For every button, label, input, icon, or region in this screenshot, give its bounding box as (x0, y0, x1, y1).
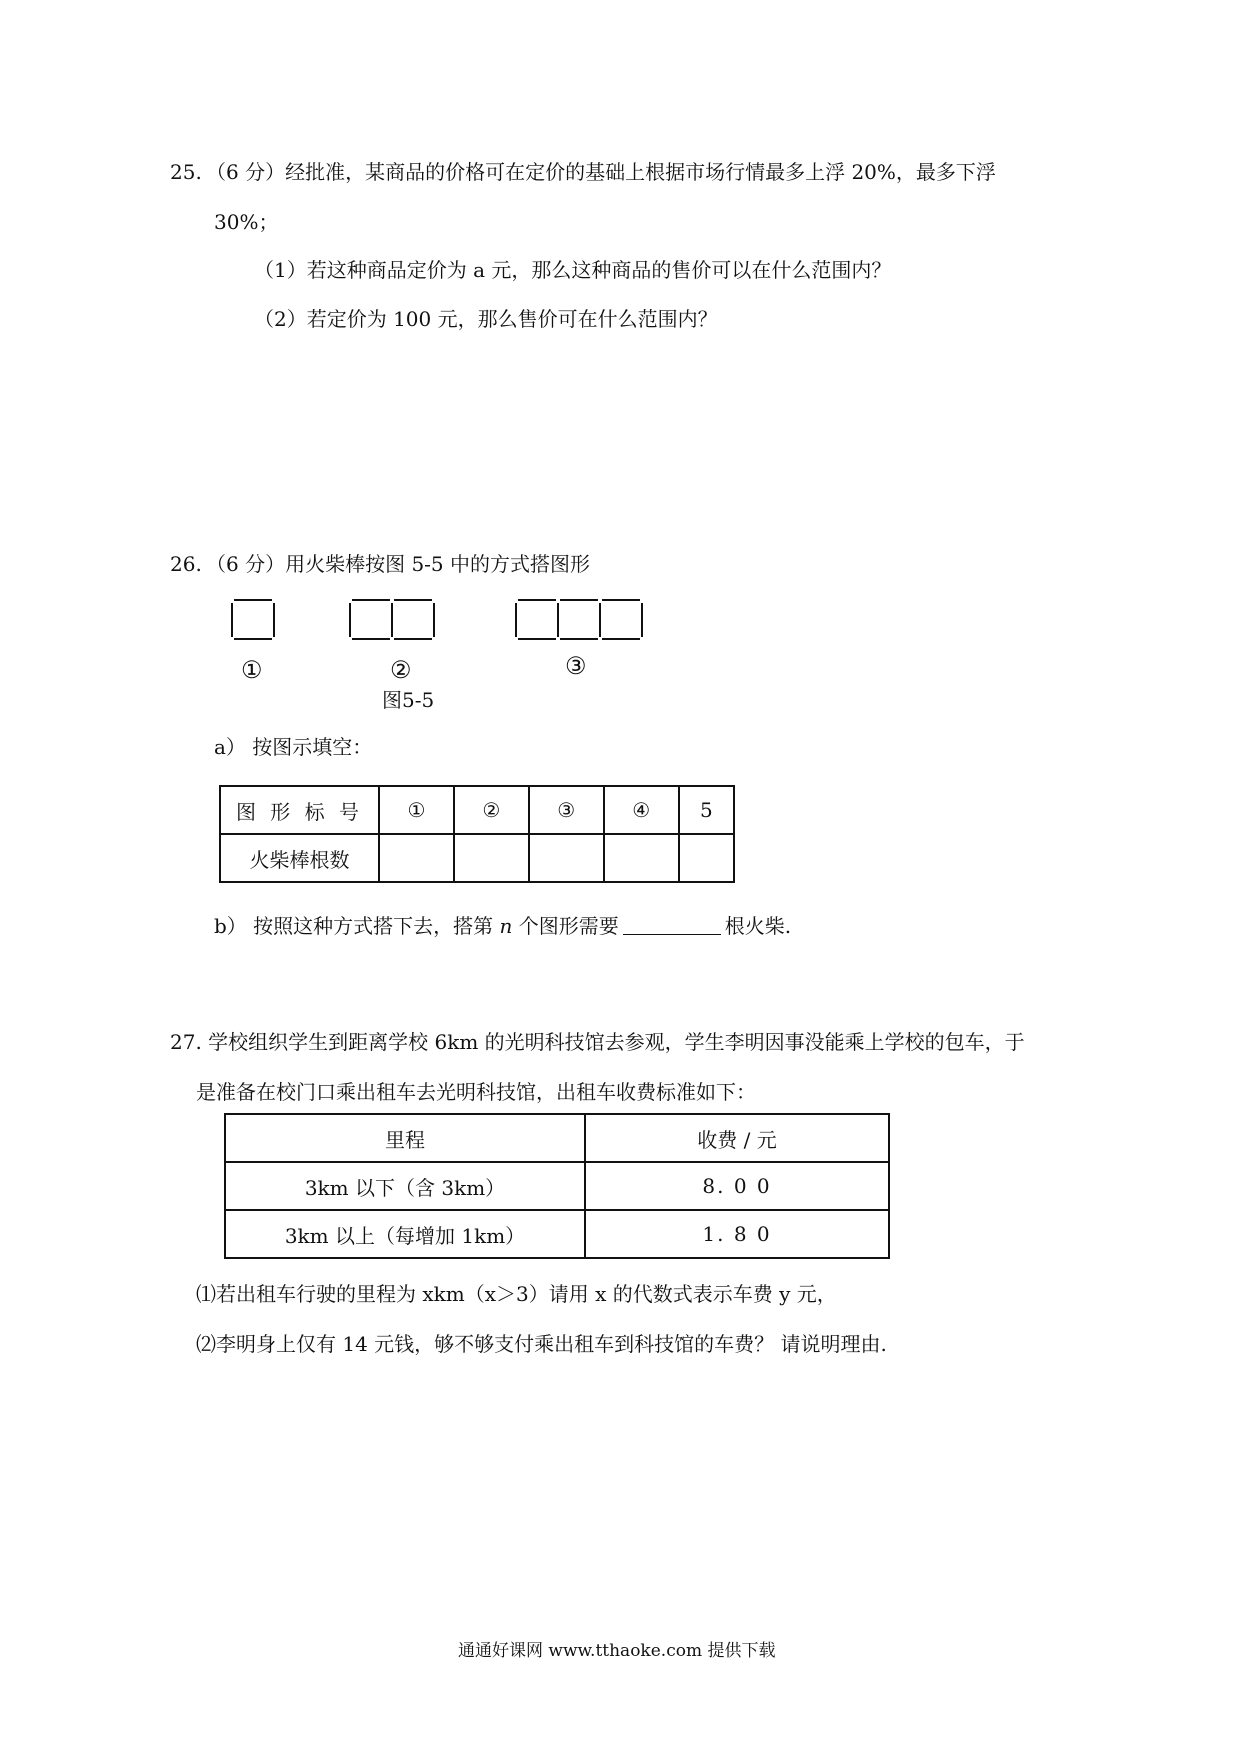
q26-part-a: a） 按图示填空： (214, 735, 373, 759)
page-footer: 通通好课网 www.tthaoke.com 提供下载 (458, 1641, 776, 1661)
q25-line1: （6 分）经批准，某商品的价格可在定价的基础上根据市场行情最多上浮 20%，最多下浮 (206, 160, 996, 184)
q26-part-b (214, 912, 791, 940)
fare-table-cell: 8. 0 0 (585, 1162, 889, 1210)
q25-sub2: （2）若定价为 100 元，那么售价可在什么范围内？ (254, 307, 718, 331)
table-row-label: 火柴棒根数 (220, 834, 379, 882)
matchstick-figure-3 (516, 600, 642, 639)
q25-sub1: （1）若这种商品定价为 a 元，那么这种商品的售价可以在什么范围内？ (254, 258, 892, 282)
matchstick-figure-1 (232, 600, 274, 639)
table-header-col: ① (379, 786, 454, 834)
matchstick-count-table (219, 785, 735, 883)
fare-table-header: 里程 (225, 1114, 585, 1162)
fare-table-cell: 3km 以下（含 3km） (225, 1162, 585, 1210)
figure-label-1: ① (241, 656, 263, 684)
table-cell-blank (604, 834, 679, 882)
q26-line1: （6 分）用火柴棒按图 5-5 中的方式搭图形 (206, 552, 591, 576)
table-header-label: 图 形 标 号 (220, 786, 379, 834)
table-cell-blank (454, 834, 529, 882)
q27-sub2: ⑵李明身上仅有 14 元钱，够不够支付乘出租车到科技馆的车费？ 请说明理由. (196, 1332, 887, 1356)
table-cell-blank (679, 834, 734, 882)
q26-part-b-post: 根火柴. (724, 914, 792, 938)
q27-line1: 27. 学校组织学生到距离学校 6km 的光明科技馆去参观，学生李明因事没能乘上学校的包车，于 (170, 1030, 1025, 1054)
q27-sub1: ⑴若出租车行驶的里程为 xkm（x＞3）请用 x 的代数式表示车费 y 元， (196, 1282, 837, 1306)
figure-caption: 图5-5 (382, 688, 435, 712)
q26-part-b-mid: 个图形需要 (518, 914, 619, 938)
q25-number: 25. (170, 160, 202, 184)
table-header-col: ③ (529, 786, 604, 834)
figure-label-3: ③ (565, 652, 587, 680)
table-header-col: ② (454, 786, 529, 834)
fare-table-header: 收费 / 元 (585, 1114, 889, 1162)
table-header-col: ④ (604, 786, 679, 834)
figure-label-2: ② (390, 656, 412, 684)
q26-part-b-pre: b） 按照这种方式搭下去，搭第 (214, 914, 494, 938)
answer-blank[interactable] (623, 914, 721, 935)
table-cell-blank (379, 834, 454, 882)
matchstick-figure-2 (350, 600, 434, 639)
table-cell-blank (529, 834, 604, 882)
q27-line2: 是准备在校门口乘出租车去光明科技馆，出租车收费标准如下： (196, 1080, 756, 1104)
q25-line2: 30%； (214, 210, 279, 234)
q26-number: 26. (170, 552, 202, 576)
fare-table-cell: 1. 8 0 (585, 1210, 889, 1258)
fare-table-cell: 3km 以上（每增加 1km） (225, 1210, 585, 1258)
table-header-col: 5 (679, 786, 734, 834)
taxi-fare-table (224, 1113, 890, 1259)
q26-part-b-var: n (499, 914, 513, 938)
matchstick-figures (0, 0, 1240, 700)
